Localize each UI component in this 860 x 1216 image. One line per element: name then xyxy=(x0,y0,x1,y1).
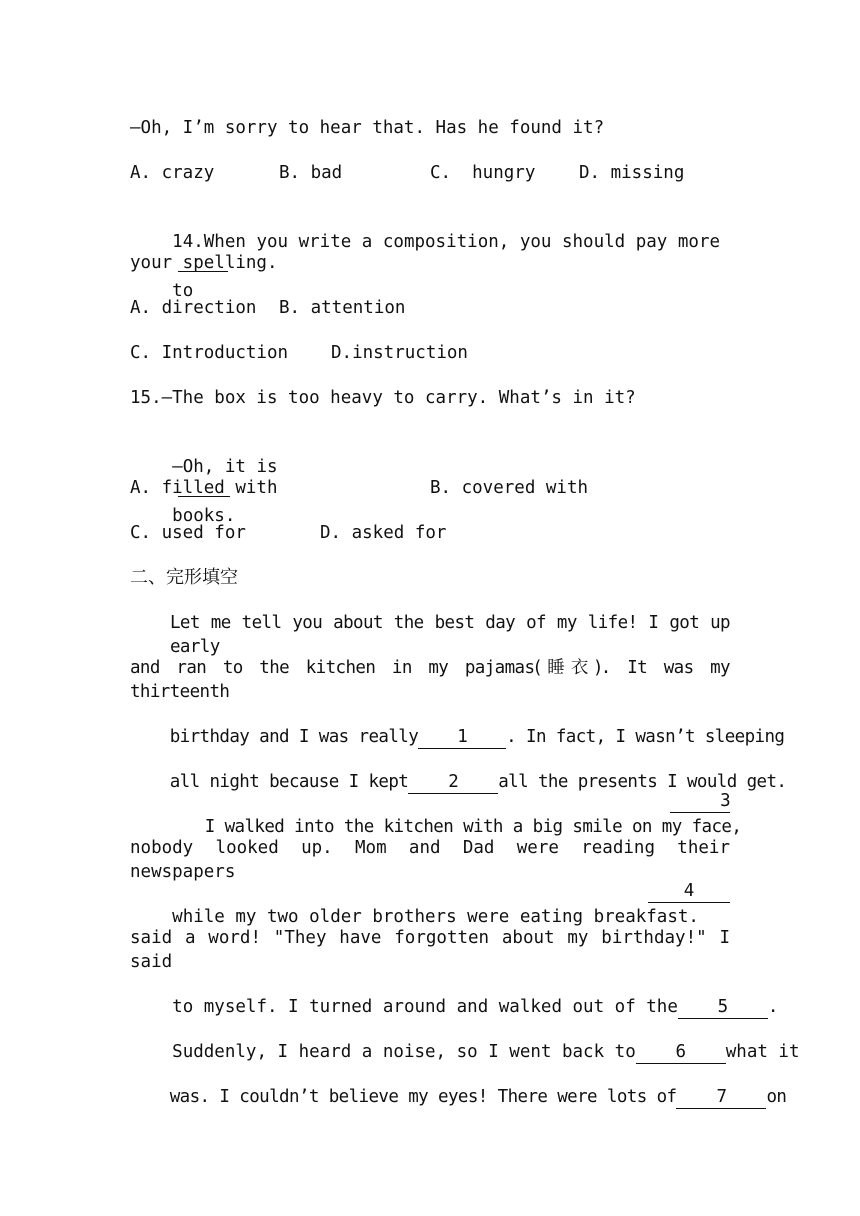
passage-text: . xyxy=(767,997,779,1017)
q15-question: 15.—The box is too heavy to carry. What’s in it? xyxy=(130,388,636,408)
passage-text: to myself. I turned around and walked out of the xyxy=(172,997,678,1017)
passage-p2-line2: nobody looked up. Mom and Dad were reading their newspapers xyxy=(130,838,730,882)
cloze-blank-7[interactable]: 7 xyxy=(676,1087,766,1109)
cloze-blank-4[interactable]: 4 xyxy=(648,881,730,903)
passage-text: . In fact, I wasn’t sleeping xyxy=(506,727,785,747)
cloze-blank-1[interactable]: 1 xyxy=(418,727,506,749)
passage-text: on xyxy=(766,1087,787,1107)
cloze-blank-2[interactable]: 2 xyxy=(408,772,498,794)
q13-option-b[interactable]: B. bad xyxy=(279,163,343,183)
q15-option-b[interactable]: B. covered with xyxy=(430,478,589,498)
q13-option-a[interactable]: A. crazy xyxy=(130,163,215,183)
q15-option-c[interactable]: C. used for xyxy=(130,523,246,543)
passage-text: and ran to the kitchen in my pajamas xyxy=(130,658,535,678)
passage-p1-line1: Let me tell you about the best day of my life! I got up early xyxy=(170,613,730,657)
q14-option-c[interactable]: C. Introduction xyxy=(130,343,289,363)
passage-text: I walked into the kitchen with a big smile on my face, xyxy=(204,817,742,837)
cloze-blank-5[interactable]: 5 xyxy=(678,997,768,1019)
q13-option-c[interactable]: C. hungry xyxy=(430,163,536,183)
passage-p2-line7 xyxy=(130,1061,787,1133)
q14-option-b[interactable]: B. attention xyxy=(279,298,406,318)
q14-question-text: 14.When you write a composition, you should pay more xyxy=(172,232,721,252)
passage-text: . It was my thirteenth xyxy=(130,658,730,702)
passage-p1-line2 xyxy=(130,656,730,704)
q14-option-a[interactable]: A. direction xyxy=(130,298,257,318)
section-heading: 二、完形填空 xyxy=(130,567,238,588)
q13-answer-line: —Oh, I’m sorry to hear that. Has he found it? xyxy=(130,118,605,138)
passage-text: all the presents I would get. xyxy=(498,772,787,792)
q15-answer-tail: books. xyxy=(172,506,236,526)
passage-gloss: (睡衣) xyxy=(534,658,601,678)
q15-answer-text: —Oh, it is xyxy=(172,457,278,477)
q14-question-line2: your spelling. xyxy=(130,253,278,273)
q13-option-d[interactable]: D. missing xyxy=(579,163,685,183)
passage-text: all night because I kept xyxy=(169,772,409,792)
passage-text: was. I couldn’t believe my eyes! There were lots of xyxy=(169,1087,677,1107)
q15-option-d[interactable]: D. asked for xyxy=(320,523,447,543)
cloze-blank-3[interactable]: 3 xyxy=(670,791,730,813)
passage-text: birthday and I was really xyxy=(169,727,419,747)
passage-text: what it xyxy=(725,1042,800,1062)
passage-p2-line4: said a word! "They have forgotten about my birthday!" I said xyxy=(130,928,730,972)
q14-option-d[interactable]: D.instruction xyxy=(331,343,468,363)
q15-option-a[interactable]: A. filled with xyxy=(130,478,278,498)
passage-text: while my two older brothers were eating breakfast. xyxy=(172,907,699,927)
cloze-blank-6[interactable]: 6 xyxy=(636,1042,726,1064)
passage-text: Suddenly, I heard a noise, so I went back to xyxy=(172,1042,636,1062)
q14-question-tail: to xyxy=(172,281,194,301)
